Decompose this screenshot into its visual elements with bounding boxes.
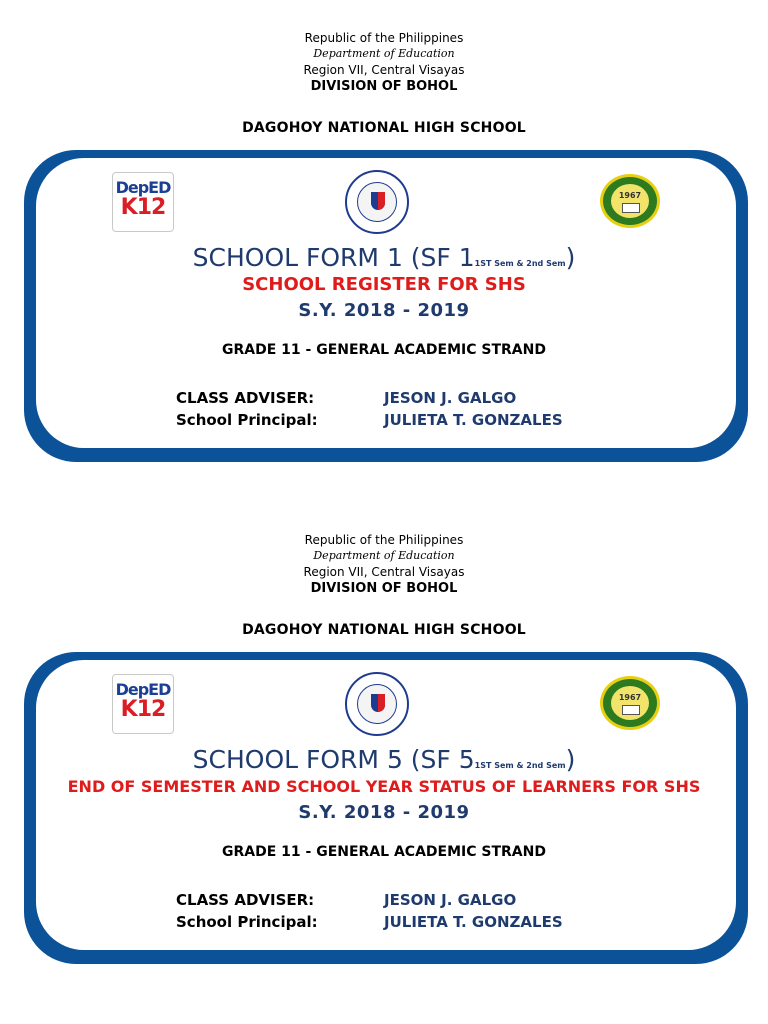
department-line: Department of Education	[313, 549, 455, 562]
division-line: DIVISION OF BOHOL	[310, 581, 458, 596]
grade-strand: GRADE 11 - GENERAL ACADEMIC STRAND	[222, 342, 546, 358]
deped-seal-icon	[345, 170, 409, 234]
division-line: DIVISION OF BOHOL	[310, 79, 458, 94]
adviser-row	[176, 890, 676, 910]
grade-strand: GRADE 11 - GENERAL ACADEMIC STRAND	[222, 844, 546, 860]
form-cover-sf5	[0, 502, 768, 972]
form-cover-sf1	[0, 0, 768, 470]
school-name: DAGOHOY NATIONAL HIGH SCHOOL	[242, 120, 526, 136]
form-title: SCHOOL FORM 5 (SF 51ST Sem & 2nd Sem)	[192, 745, 576, 774]
region-line: Region VII, Central Visayas	[303, 565, 465, 579]
principal-label: School Principal:	[176, 913, 318, 931]
adviser-row	[176, 388, 676, 408]
adviser-value: JESON J. GALGO	[384, 891, 517, 909]
semester-note: 1ST Sem & 2nd Sem	[474, 761, 566, 770]
deped-k12-logo	[112, 674, 174, 734]
department-line: Department of Education	[313, 47, 455, 60]
school-year: S.Y. 2018 - 2019	[298, 300, 470, 321]
deped-seal-icon	[345, 672, 409, 736]
republic-line: Republic of the Philippines	[304, 533, 464, 547]
deped-logo-text: DepED	[115, 680, 171, 699]
adviser-label: CLASS ADVISER:	[176, 389, 315, 407]
deped-k12-logo	[112, 172, 174, 232]
republic-line: Republic of the Philippines	[304, 31, 464, 45]
k12-logo-text: K12	[120, 195, 166, 220]
principal-value: JULIETA T. GONZALES	[384, 913, 563, 931]
principal-value: JULIETA T. GONZALES	[384, 411, 563, 429]
principal-row	[176, 912, 676, 932]
semester-note: 1ST Sem & 2nd Sem	[474, 259, 566, 268]
form-subtitle: END OF SEMESTER AND SCHOOL YEAR STATUS OF LEARNERS FOR SHS	[67, 777, 701, 796]
school-seal-icon	[600, 676, 660, 730]
school-seal-year: 1967	[618, 693, 642, 702]
adviser-label: CLASS ADVISER:	[176, 891, 315, 909]
form-subtitle: SCHOOL REGISTER FOR SHS	[242, 274, 526, 295]
form-title: SCHOOL FORM 1 (SF 11ST Sem & 2nd Sem)	[192, 243, 576, 272]
principal-row	[176, 410, 676, 430]
school-seal-icon	[600, 174, 660, 228]
school-seal-year: 1967	[618, 191, 642, 200]
school-name: DAGOHOY NATIONAL HIGH SCHOOL	[242, 622, 526, 638]
principal-label: School Principal:	[176, 411, 318, 429]
adviser-value: JESON J. GALGO	[384, 389, 517, 407]
school-year: S.Y. 2018 - 2019	[298, 802, 470, 823]
region-line: Region VII, Central Visayas	[303, 63, 465, 77]
k12-logo-text: K12	[120, 697, 166, 722]
deped-logo-text: DepED	[115, 178, 171, 197]
